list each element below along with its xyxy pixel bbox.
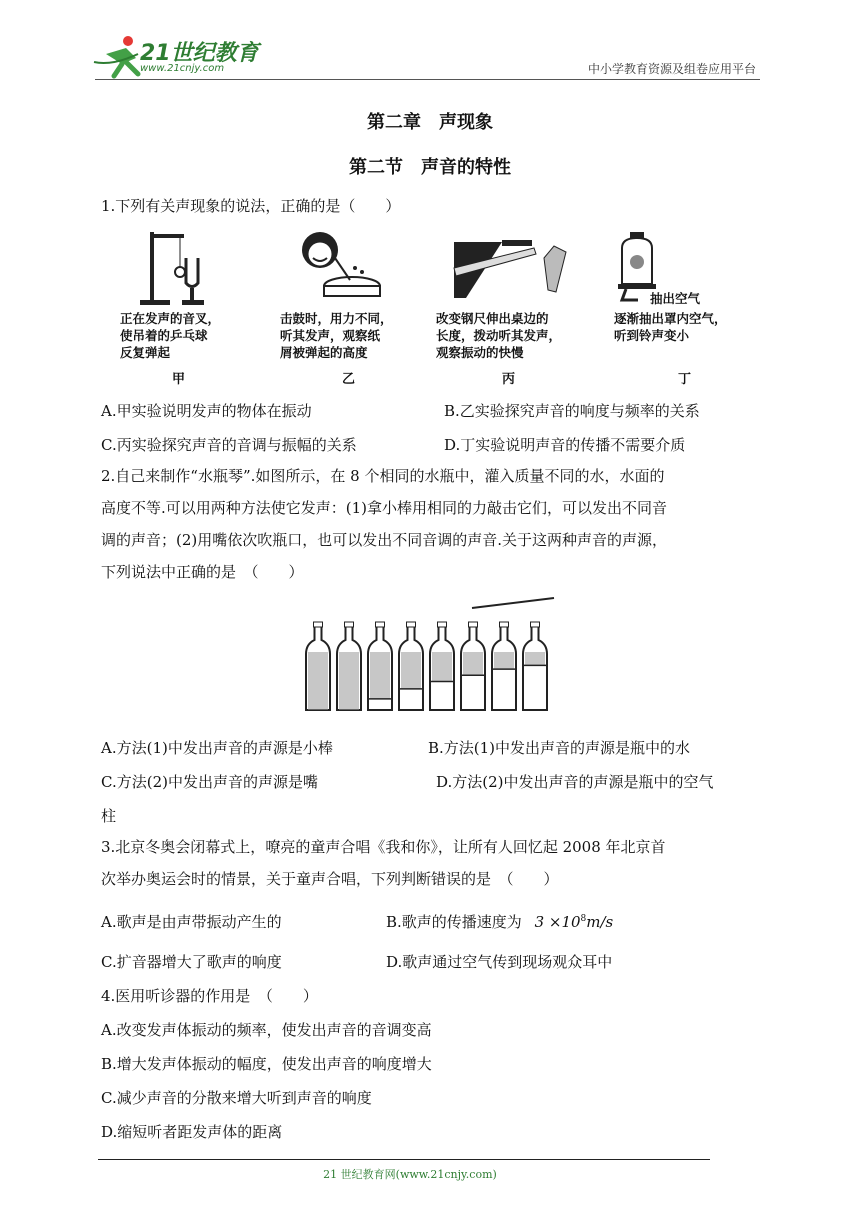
q1-bing-label: 丙	[502, 372, 516, 387]
q4-option-d[interactable]: D.缩短听者距发声体的距离	[101, 1123, 283, 1141]
bottle-mouth-4	[407, 622, 416, 627]
q4-option-b[interactable]: B.增大发声体振动的幅度，使发出声音的响度增大	[101, 1055, 432, 1073]
q1-panel-yi	[280, 228, 440, 388]
q1-ding-caption-1: 逐渐抽出罩内空气，	[614, 311, 727, 326]
q1-bing-caption-1: 改变钢尺伸出桌边的	[436, 311, 549, 326]
q1-yi-caption-3: 屑被弹起的高度	[280, 345, 368, 360]
bottle-3	[368, 622, 392, 710]
q1-jia-caption-3: 反复弹起	[120, 345, 171, 360]
q2-stem-line-3: 调的声音；(2)用嘴依次吹瓶口，也可以发出不同音调的声音.关于这两种声音的声源，	[101, 531, 668, 549]
tuning-fork-icon	[120, 228, 280, 308]
q1-bing-caption-2: 长度，拨动听其发声，	[436, 328, 562, 343]
bottle-mouth-1	[314, 622, 323, 627]
bottle-air-2	[339, 652, 359, 710]
q1-yi-caption-1: 击鼓时，用力不同，	[280, 311, 393, 326]
logo-url: www.21cnjy.com	[140, 63, 225, 74]
bottle-mouth-6	[469, 622, 478, 627]
bottle-mouth-2	[345, 622, 354, 627]
bottle-water-8	[524, 665, 546, 709]
q3-option-b[interactable]	[386, 911, 613, 932]
q2-option-d-continued: 柱	[101, 807, 117, 825]
q1-option-a[interactable]: A.甲实验说明发声的物体在振动	[101, 402, 312, 420]
footer-divider	[98, 1159, 710, 1160]
footer-text: 21 世纪教育网(www.21cnjy.com)	[323, 1168, 497, 1181]
q1-panel-jia	[120, 228, 280, 388]
q2-option-d[interactable]: D.方法(2)中发出声音的声源是瓶中的空气	[436, 773, 714, 791]
q1-jia-caption-1: 正在发声的音叉，	[120, 311, 221, 326]
q3-option-b-text: B.歌声的传播速度为	[386, 913, 522, 931]
bottle-water-3	[369, 699, 391, 709]
bottle-water-7	[493, 669, 515, 709]
q3-option-b-unit: m/s	[586, 913, 614, 931]
striker-stick	[472, 598, 554, 608]
q1-panel-bing	[436, 228, 596, 388]
bottle-8	[523, 622, 547, 710]
q2-option-b[interactable]: B.方法(1)中发出声音的声源是瓶中的水	[428, 739, 691, 757]
logo-brand: 21世纪教育	[140, 41, 259, 66]
bottle-air-5	[432, 652, 452, 681]
q1-jia-label: 甲	[172, 372, 186, 387]
q3-stem	[101, 831, 666, 895]
bottle-6	[461, 622, 485, 710]
q3-stem-line-1: 3.北京冬奥会闭幕式上，嘹亮的童声合唱《我和你》，让所有人回忆起 2008 年北京首	[101, 838, 666, 856]
bottle-water-5	[431, 681, 453, 709]
drum-player-icon	[280, 228, 440, 308]
q2-option-a[interactable]: A.方法(1)中发出声音的声源是小棒	[101, 739, 333, 757]
q1-option-b[interactable]: B.乙实验探究声音的响度与频率的关系	[444, 402, 700, 420]
bottle-water-6	[462, 675, 484, 709]
q1-jia-caption-2: 使吊着的乒乓球	[120, 328, 208, 343]
q2-option-c[interactable]: C.方法(2)中发出声音的声源是嘴	[101, 773, 318, 791]
q3-option-a[interactable]: A.歌声是由声带振动产生的	[101, 913, 282, 931]
q1-yi-caption-2: 听其发声，观察纸	[280, 328, 381, 343]
bottle-air-6	[463, 652, 483, 675]
bottle-air-7	[494, 652, 514, 669]
q1-option-c[interactable]: C.丙实验探究声音的音调与振幅的关系	[101, 436, 357, 454]
q3-stem-line-2: 次举办奥运会时的情景，关于童声合唱，下列判断错误的是 （ ）	[101, 870, 559, 888]
q1-bing-caption-3: 观察振动的快慢	[436, 345, 524, 360]
bottle-2	[337, 622, 361, 710]
q2-stem-line-4: 下列说法中正确的是 （ ）	[101, 563, 304, 581]
bottle-air-4	[401, 652, 421, 689]
bottle-air-8	[525, 652, 545, 665]
bottle-7	[492, 622, 516, 710]
bottle-air-1	[308, 652, 328, 710]
steel-ruler-icon	[436, 228, 596, 308]
q2-stem	[101, 460, 667, 588]
bottle-water-4	[400, 689, 422, 709]
q1-option-d[interactable]: D.丁实验说明声音的传播不需要介质	[444, 436, 686, 454]
q1-yi-label: 乙	[342, 372, 356, 387]
chapter-title: 第二章 声现象	[367, 112, 493, 133]
bottle-air-3	[370, 652, 390, 699]
bottle-mouth-3	[376, 622, 385, 627]
q1-ding-extra: 抽出空气	[650, 291, 701, 306]
bottle-mouth-8	[531, 622, 540, 627]
bottle-5	[430, 622, 454, 710]
header-divider	[95, 79, 760, 80]
q1-ding-label: 丁	[678, 372, 692, 387]
platform-name: 中小学教育资源及组卷应用平台	[587, 62, 756, 76]
water-bottles-figure	[296, 592, 566, 716]
q2-stem-line-2: 高度不等.可以用两种方法使它发声：(1)拿小棒用相同的力敲击它们，可以发出不同音	[101, 499, 668, 517]
q3-option-b-exponent: 8	[580, 914, 587, 924]
q2-stem-line-1: 2.自己来制作“水瓶琴”.如图所示，在 8 个相同的水瓶中，灌入质量不同的水，水面的	[101, 467, 665, 485]
q4-stem: 4.医用听诊器的作用是 （ ）	[101, 987, 318, 1005]
bottle-mouth-7	[500, 622, 509, 627]
section-title: 第二节 声音的特性	[349, 157, 511, 178]
bottle-4	[399, 622, 423, 710]
bottle-mouth-5	[438, 622, 447, 627]
q3-option-c[interactable]: C.扩音器增大了歌声的响度	[101, 953, 282, 971]
q4-option-a[interactable]: A.改变发声体振动的频率，使发出声音的音调变高	[101, 1021, 432, 1039]
q3-option-b-number: 3 ×10	[534, 913, 581, 931]
q1-panel-ding	[614, 228, 774, 388]
q3-option-d[interactable]: D.歌声通过空气传到现场观众耳中	[386, 953, 613, 971]
bottle-1	[306, 622, 330, 710]
q1-ding-caption-2: 听到铃声变小	[614, 328, 690, 343]
q4-option-c[interactable]: C.减少声音的分散来增大听到声音的响度	[101, 1089, 372, 1107]
q1-stem: 1.下列有关声现象的说法，正确的是（ ）	[101, 197, 401, 215]
